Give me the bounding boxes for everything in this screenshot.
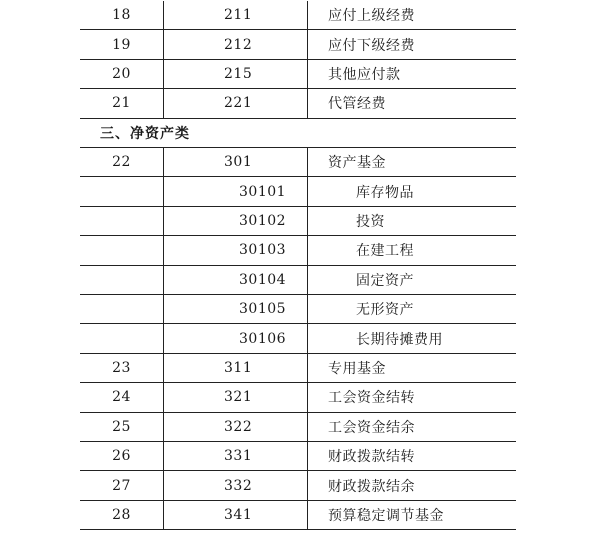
table-row xyxy=(80,89,516,118)
account-code: 322 xyxy=(164,413,308,441)
section-title: 三、净资产类 xyxy=(100,125,190,142)
table-row xyxy=(80,30,516,59)
account-code: 30106 xyxy=(164,324,308,352)
account-code: 30102 xyxy=(164,207,308,235)
row-number: 21 xyxy=(80,89,164,117)
row-number: 28 xyxy=(80,501,164,529)
table-row xyxy=(80,1,516,30)
account-code: 30105 xyxy=(164,295,308,323)
account-code: 30101 xyxy=(164,177,308,205)
account-name: 财政拨款结转 xyxy=(328,449,415,466)
row-number: 20 xyxy=(80,60,164,88)
account-name: 工会资金结转 xyxy=(328,390,415,407)
account-name: 无形资产 xyxy=(356,302,414,319)
account-code: 215 xyxy=(164,60,308,88)
account-code: 211 xyxy=(164,1,308,29)
account-name: 财政拨款结余 xyxy=(328,478,415,495)
table-row xyxy=(80,177,516,206)
account-code: 311 xyxy=(164,354,308,382)
account-name: 长期待摊费用 xyxy=(356,331,443,348)
row-number: 24 xyxy=(80,383,164,411)
table-row xyxy=(80,266,516,295)
table-row xyxy=(80,354,516,383)
account-code: 321 xyxy=(164,383,308,411)
account-code: 332 xyxy=(164,471,308,499)
row-number: 23 xyxy=(80,354,164,382)
table-row xyxy=(80,207,516,236)
table-row xyxy=(80,501,516,530)
table-row xyxy=(80,383,516,412)
account-name: 投资 xyxy=(356,213,385,230)
row-number xyxy=(80,207,164,235)
row-number: 27 xyxy=(80,471,164,499)
account-name: 固定资产 xyxy=(356,272,414,289)
table-row xyxy=(80,295,516,324)
section-header-row xyxy=(80,119,516,148)
table-row xyxy=(80,236,516,265)
row-number xyxy=(80,236,164,264)
account-name: 预算稳定调节基金 xyxy=(328,507,444,524)
row-number xyxy=(80,324,164,352)
table-row xyxy=(80,413,516,442)
table-row xyxy=(80,148,516,177)
account-code: 331 xyxy=(164,442,308,470)
account-code: 341 xyxy=(164,501,308,529)
row-number: 26 xyxy=(80,442,164,470)
row-number: 25 xyxy=(80,413,164,441)
account-name: 应付下级经费 xyxy=(328,37,415,54)
account-name: 应付上级经费 xyxy=(328,8,415,25)
account-name: 库存物品 xyxy=(356,184,414,201)
table-row xyxy=(80,471,516,500)
account-name: 资产基金 xyxy=(328,155,386,172)
row-number xyxy=(80,266,164,294)
table-row xyxy=(80,60,516,89)
account-name: 在建工程 xyxy=(356,243,414,260)
account-code: 221 xyxy=(164,89,308,117)
row-number: 19 xyxy=(80,30,164,58)
row-number: 22 xyxy=(80,148,164,176)
account-code: 212 xyxy=(164,30,308,58)
account-name: 代管经费 xyxy=(328,96,386,113)
row-number xyxy=(80,295,164,323)
table-row xyxy=(80,442,516,471)
account-name: 其他应付款 xyxy=(328,66,401,83)
account-name: 专用基金 xyxy=(328,360,386,377)
row-number: 18 xyxy=(80,1,164,29)
account-code: 30103 xyxy=(164,236,308,264)
row-number xyxy=(80,177,164,205)
account-name: 工会资金结余 xyxy=(328,419,415,436)
table-row xyxy=(80,324,516,353)
account-code: 301 xyxy=(164,148,308,176)
account-code: 30104 xyxy=(164,266,308,294)
